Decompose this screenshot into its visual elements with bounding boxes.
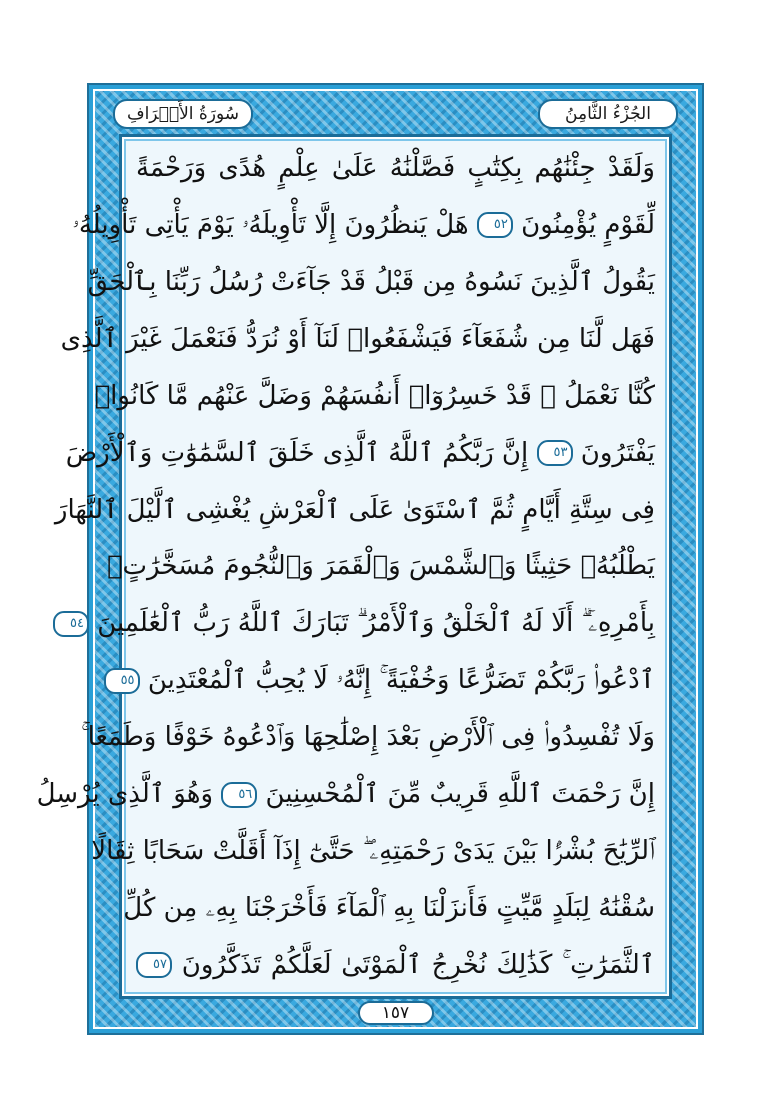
verse-line — [65, 432, 655, 474]
text-panel — [36, 134, 672, 999]
verse-text-continued: إِنَّ رَبَّكُمُ ٱللَّهُ ٱلَّذِى خَلَقَ ٱلسَّمَٰوَٰتِ وَٱلْأَرْضَ — [65, 437, 529, 468]
verse-text: لِّقَوْمٍ يُؤْمِنُونَ — [521, 209, 655, 240]
verse-line — [123, 887, 655, 929]
verse-line — [91, 830, 655, 872]
verse-text: ٱلرِّيَٰحَ بُشْرًۢا بَيْنَ يَدَىْ رَحْمَتِهِۦ ۖ حَتَّىٰٓ إِذَآ أَقَلَّتْ سَحَابًا ثِقَالًا — [91, 836, 655, 867]
verse-lines — [36, 147, 655, 986]
verse-line — [106, 545, 655, 587]
verse-text: ٱلثَّمَرَٰتِ ۚ كَذَٰلِكَ نُخْرِجُ ٱلْمَوْتَىٰ لَعَلَّكُمْ تَذَكَّرُونَ — [181, 949, 655, 980]
page-frame — [36, 83, 704, 1035]
verse-text: يَطْلُبُهُۥ حَثِيثًا وَٱلشَّمْسَ وَٱلْقَمَرَ وَٱلنُّجُومَ مُسَخَّرَٰتٍۭ — [106, 551, 655, 582]
ayah-number-marker: ٥٣ — [537, 440, 573, 466]
verse-text: وَلَا تُفْسِدُوا۟ فِى ٱلْأَرْضِ بَعْدَ إِصْلَٰحِهَا وَٱدْعُوهُ خَوْفًا وَطَمَعًا ۚ — [81, 722, 655, 753]
verse-text-continued: وَهُوَ ٱلَّذِى يُرْسِلُ — [36, 779, 214, 810]
verse-text: وَلَقَدْ جِئْنَٰهُم بِكِتَٰبٍ فَصَّلْنَٰهُ عَلَىٰ عِلْمٍ هُدًى وَرَحْمَةً — [136, 153, 655, 183]
ayah-number-marker: ٥٧ — [136, 952, 172, 978]
verse-line — [136, 944, 655, 986]
verse-text: بِأَمْرِهِۦٓ ۗ أَلَا لَهُ ٱلْخَلْقُ وَٱلْأَمْرُ ۗ تَبَارَكَ ٱللَّهُ رَبُّ ٱلْعَٰلَمِينَ — [97, 608, 655, 639]
verse-line — [69, 602, 655, 644]
verse-text: فِى سِتَّةِ أَيَّامٍ ثُمَّ ٱسْتَوَىٰ عَلَى ٱلْعَرْشِ يُغْشِى ٱلَّيْلَ ٱلنَّهَارَ — [54, 494, 655, 525]
verse-text: يَقُولُ ٱلَّذِينَ نَسُوهُ مِن قَبْلُ قَدْ جَآءَتْ رُسُلُ رَبِّنَا بِٱلْحَقِّ — [87, 266, 655, 297]
verse-line — [81, 716, 655, 758]
ayah-number-marker: ٥٤ — [53, 611, 89, 637]
verse-text: يَفْتَرُونَ — [580, 437, 655, 468]
verse-line — [60, 318, 655, 360]
verse-text: فَهَل لَّنَا مِن شُفَعَآءَ فَيَشْفَعُوا۟ لَنَآ أَوْ نُرَدُّ فَنَعْمَلَ غَيْرَ ٱلَّذِى — [60, 323, 655, 354]
ayah-number-marker: ٥٥ — [104, 668, 140, 694]
ayah-number-marker: ٥٢ — [477, 212, 513, 238]
page-number: ١٥٧ — [358, 1001, 434, 1025]
verse-line — [136, 147, 655, 189]
verse-line — [120, 659, 655, 701]
verse-line — [72, 204, 655, 246]
verse-text: سُقْنَٰهُ لِبَلَدٍ مَّيِّتٍ فَأَنزَلْنَا بِهِ ٱلْمَآءَ فَأَخْرَجْنَا بِهِۦ مِن كُلِّ — [123, 892, 655, 923]
verse-line — [54, 489, 655, 531]
surah-label: سُورَةُ الأَعۡرَافِ — [113, 99, 253, 129]
verse-text: ٱدْعُوا۟ رَبَّكُمْ تَضَرُّعًا وَخُفْيَةً ۚ إِنَّهُۥ لَا يُحِبُّ ٱلْمُعْتَدِينَ — [147, 665, 655, 696]
verse-line — [36, 773, 655, 815]
ayah-number-marker: ٥٦ — [221, 782, 257, 808]
verse-text-continued: هَلْ يَنظُرُونَ إِلَّا تَأْوِيلَهُۥ يَوْمَ يَأْتِى تَأْوِيلُهُۥ — [72, 209, 469, 240]
verse-line — [87, 261, 655, 303]
verse-text: كُنَّا نَعْمَلُ ۚ قَدْ خَسِرُوٓا۟ أَنفُسَهُمْ وَضَلَّ عَنْهُم مَّا كَانُوا۟ — [94, 380, 655, 411]
verse-line — [94, 375, 655, 417]
juz-label: الجُزْءُ الثَّامِنُ — [538, 99, 678, 129]
verse-text: إِنَّ رَحْمَتَ ٱللَّهِ قَرِيبٌ مِّنَ ٱلْمُحْسِنِينَ — [265, 779, 655, 810]
decorative-border — [36, 89, 698, 1029]
